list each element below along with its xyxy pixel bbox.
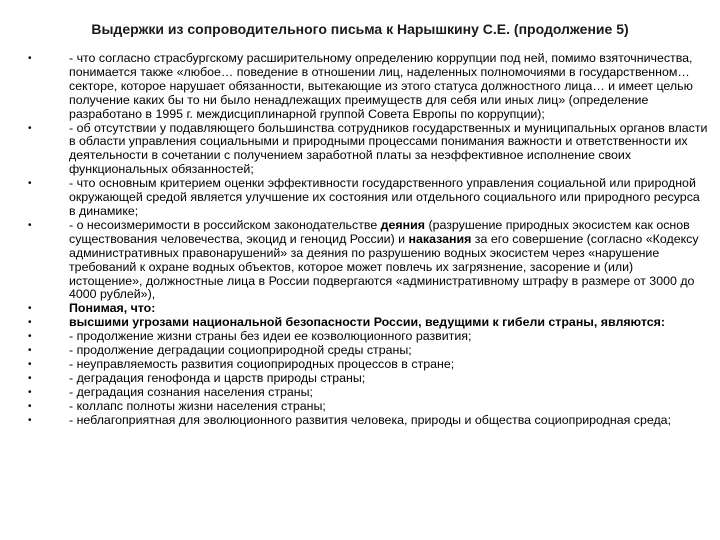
bullet-icon: • bbox=[28, 317, 32, 329]
list-item bbox=[28, 330, 708, 344]
list-item-text: - об отсутствии у подавляющего большинства сотрудников государственных и муниципальных органов власти в области управления социальными и природными процессами понимания важности и ответственности их деятельности в сочетании с получением заработной платы за неэффективное исполнение своих функциональных обязанностей; bbox=[69, 120, 708, 177]
list-item-text: - продолжение деградации социоприродной среды страны; bbox=[69, 343, 412, 358]
text-segment: за его совершение (согласно «Кодексу административных правонарушений» за деяния по разрушению водных экосистем через «нарушение требований к охране водных объектов, которое может повлечь их загрязнение, засорение и (или) истощение», должностные лица в России подвергаются «административному штрафу в размере от 3000 до 4000 рублей»), bbox=[69, 231, 699, 302]
bullet-icon: • bbox=[28, 414, 32, 426]
list-item bbox=[28, 344, 708, 358]
bullet-icon: • bbox=[28, 400, 32, 412]
list-item bbox=[28, 122, 708, 178]
list-item bbox=[28, 400, 708, 414]
bullet-icon: • bbox=[28, 303, 32, 315]
list-item-text: - неуправляемость развития социоприродных процессов в стране; bbox=[69, 356, 455, 371]
bullet-list bbox=[28, 52, 708, 427]
bullet-icon: • bbox=[28, 53, 32, 64]
list-item-text: - коллапс полноты жизни населения страны; bbox=[69, 398, 326, 413]
list-item-text: Понимая, что: bbox=[69, 301, 156, 316]
list-item-text: - что основным критерием оценки эффективности государственного управления социальной или природной окружающей средой является улучшение их состояния или отдельного социального или природного ресурса в динамике; bbox=[69, 176, 700, 218]
bullet-icon: • bbox=[28, 386, 32, 398]
bullet-icon: • bbox=[28, 372, 32, 384]
bullet-icon: • bbox=[28, 219, 32, 231]
text-segment: - о несоизмеримости в российском законодательстве bbox=[69, 217, 381, 232]
bold-term-deed: деяния bbox=[380, 217, 425, 232]
list-item-text: - продолжение жизни страны без идеи ее коэволюционного развития; bbox=[69, 329, 472, 344]
list-item bbox=[28, 316, 708, 330]
list-item bbox=[28, 372, 708, 386]
bullet-icon: • bbox=[28, 358, 32, 370]
list-item bbox=[28, 52, 708, 122]
list-item-text bbox=[69, 219, 708, 302]
list-item bbox=[28, 414, 708, 428]
list-item bbox=[28, 302, 708, 316]
bold-term-punishment: наказания bbox=[408, 231, 472, 246]
bullet-icon: • bbox=[28, 122, 32, 134]
bullet-icon: • bbox=[28, 178, 32, 190]
page-title: Выдержки из сопроводительного письма к Нарышкину С.Е. (продолжение 5) bbox=[91, 21, 629, 37]
text-segment: (разрушение природных экосистем как основ существования человечества, экоцид и геноцид России) и bbox=[69, 217, 690, 246]
list-item-text: - деградация сознания населения страны; bbox=[69, 384, 313, 399]
list-item bbox=[28, 219, 708, 302]
list-item bbox=[28, 177, 708, 219]
list-item bbox=[28, 358, 708, 372]
list-item-text: - что согласно страсбургскому расширительному определению коррупции под ней, помимо взяточничества, понимается также «любое… поведение в отношении лиц, наделенных полномочиями в государственном… секторе, которое нарушает обязанности, вытекающие из этого статуса должностного лица… и имеет целью получение каких бы то ни было ненадлежащих преимуществ для себя или иных лиц» (определение разработано в 1995 г. междисциплинарной группой Совета Европы по коррупции); bbox=[69, 51, 693, 121]
list-item-text: высшими угрозами национальной безопасности России, ведущими к гибели страны, являются: bbox=[69, 315, 665, 330]
list-item-text: - неблагоприятная для эволюционного развития человека, природы и общества социоприродная среда; bbox=[69, 412, 672, 427]
list-item-text: - деградация генофонда и царств природы страны; bbox=[69, 370, 366, 385]
bullet-icon: • bbox=[28, 331, 32, 343]
list-item bbox=[28, 386, 708, 400]
bullet-icon: • bbox=[28, 345, 32, 357]
